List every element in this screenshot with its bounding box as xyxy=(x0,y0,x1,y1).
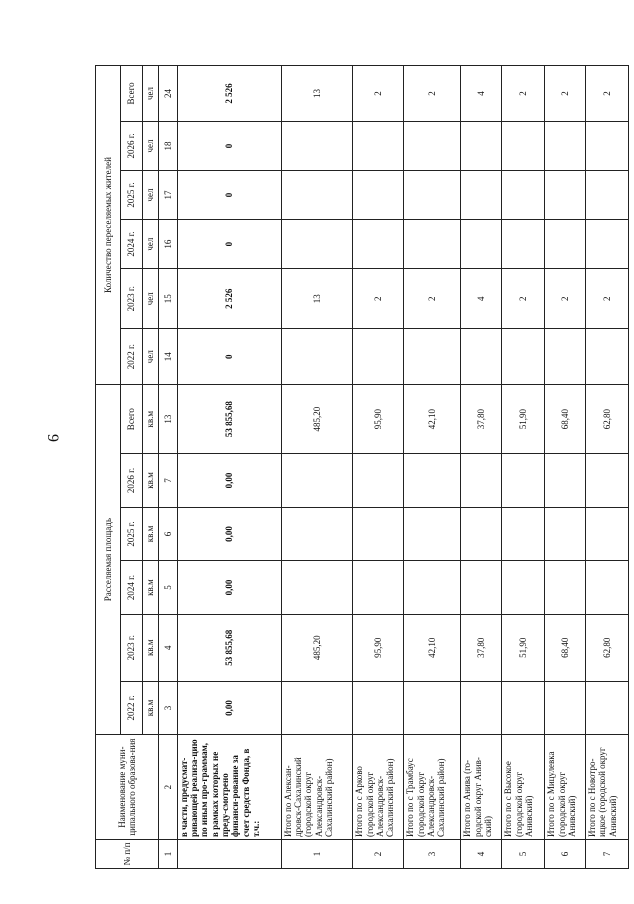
cell-area xyxy=(502,561,545,615)
row-name: Итого по с Новотро-ицкое (городской округ Анивский) xyxy=(586,735,629,840)
cell-people-total: 2 526 xyxy=(177,66,281,122)
cell-people-total: 2 xyxy=(404,66,461,122)
row-num: 6 xyxy=(545,840,586,869)
cell-people: 2 xyxy=(502,269,545,329)
cell-people-total: 2 xyxy=(353,66,404,122)
header-year: 2023 г. xyxy=(120,269,142,329)
cell-area xyxy=(281,507,352,561)
cell-area xyxy=(586,454,629,508)
header-year: 2023 г. xyxy=(120,614,142,681)
cell-area-total: 51,90 xyxy=(502,385,545,454)
row-num xyxy=(177,840,281,869)
row-num: 5 xyxy=(502,840,545,869)
cell-area xyxy=(461,454,502,508)
cell-people xyxy=(461,121,502,170)
header-num: № п/п xyxy=(96,840,159,869)
col-number: 14 xyxy=(159,329,177,385)
cell-area xyxy=(545,454,586,508)
cell-area xyxy=(404,681,461,735)
header-year: 2025 г. xyxy=(120,170,142,219)
cell-people xyxy=(502,170,545,219)
col-number: 18 xyxy=(159,121,177,170)
cell-area: 95,90 xyxy=(353,614,404,681)
header-year: 2026 г. xyxy=(120,121,142,170)
cell-people xyxy=(461,220,502,269)
cell-area xyxy=(404,507,461,561)
cell-area-total: 42,10 xyxy=(404,385,461,454)
table-row xyxy=(461,66,502,869)
cell-area: 42,10 xyxy=(404,614,461,681)
cell-people: 2 xyxy=(404,269,461,329)
header-year: 2022 г. xyxy=(120,329,142,385)
header-year: 2024 г. xyxy=(120,220,142,269)
cell-people xyxy=(502,121,545,170)
cell-people: 0 xyxy=(177,220,281,269)
row-name: Итого по с Трамбаус (городской округ Александровск-Сахалинский район) xyxy=(404,735,461,840)
cell-people: 0 xyxy=(177,329,281,385)
cell-area: 0,00 xyxy=(177,507,281,561)
cell-area-total: 62,80 xyxy=(586,385,629,454)
table-row xyxy=(281,66,352,869)
cell-people xyxy=(281,121,352,170)
cell-area xyxy=(586,561,629,615)
cell-people-total: 2 xyxy=(586,66,629,122)
cell-people-total: 2 xyxy=(502,66,545,122)
cell-area xyxy=(281,561,352,615)
row-num: 4 xyxy=(461,840,502,869)
cell-people xyxy=(586,170,629,219)
cell-people xyxy=(404,220,461,269)
cell-area: 51,90 xyxy=(502,614,545,681)
col-number: 13 xyxy=(159,385,177,454)
table-row xyxy=(545,66,586,869)
page-number: 9 xyxy=(44,434,61,442)
col-number: 2 xyxy=(159,735,177,840)
cell-people xyxy=(353,329,404,385)
table-row xyxy=(404,66,461,869)
cell-people xyxy=(281,220,352,269)
cell-area xyxy=(461,561,502,615)
table-row xyxy=(177,66,281,869)
unit-people: чел xyxy=(142,170,158,219)
cell-area xyxy=(353,454,404,508)
unit-area: кв.м xyxy=(142,681,158,735)
cell-people: 2 xyxy=(545,269,586,329)
cell-area xyxy=(502,454,545,508)
col-number: 7 xyxy=(159,454,177,508)
cell-area xyxy=(461,681,502,735)
row-name: Итого по с Арково (городской округ Александровск-Сахалинский район) xyxy=(353,735,404,840)
header-year: 2025 г. xyxy=(120,507,142,561)
col-number: 1 xyxy=(159,840,177,869)
cell-people xyxy=(281,329,352,385)
cell-area xyxy=(404,561,461,615)
cell-area: 37,80 xyxy=(461,614,502,681)
cell-area xyxy=(586,507,629,561)
cell-area-total: 68,40 xyxy=(545,385,586,454)
unit-area: кв.м xyxy=(142,507,158,561)
cell-area-total: 37,80 xyxy=(461,385,502,454)
cell-area xyxy=(353,561,404,615)
unit-people: чел xyxy=(142,269,158,329)
cell-people-total: 2 xyxy=(545,66,586,122)
row-name: Итого по Алексан-дровск-Сахалинский (городской округ Александровск-Сахалинский район) xyxy=(281,735,352,840)
table-row xyxy=(586,66,629,869)
cell-area: 0,00 xyxy=(177,454,281,508)
cell-people: 13 xyxy=(281,269,352,329)
header-year: 2026 г. xyxy=(120,454,142,508)
row-name: Итого по Анива (го-родской округ Анив-ский) xyxy=(461,735,502,840)
rotated-table-container xyxy=(95,65,629,869)
table-row xyxy=(502,66,545,869)
cell-area: 68,40 xyxy=(545,614,586,681)
row-name: Итого по с Высокое (городской округ Анивский) xyxy=(502,735,545,840)
cell-people xyxy=(502,329,545,385)
header-year: 2024 г. xyxy=(120,561,142,615)
cell-people: 4 xyxy=(461,269,502,329)
unit-area: кв.м xyxy=(142,561,158,615)
unit-area: кв.м xyxy=(142,454,158,508)
cell-area xyxy=(353,681,404,735)
cell-people xyxy=(281,170,352,219)
cell-people xyxy=(502,220,545,269)
cell-people xyxy=(545,329,586,385)
cell-area: 485,20 xyxy=(281,614,352,681)
cell-area: 0,00 xyxy=(177,561,281,615)
cell-area xyxy=(586,681,629,735)
cell-people xyxy=(404,329,461,385)
row-name: Итого по с Мицулевка (городской округ Анивский) xyxy=(545,735,586,840)
cell-people xyxy=(353,121,404,170)
header-area-group: Расселяемая площадь xyxy=(96,385,121,735)
unit-area: кв.м xyxy=(142,385,158,454)
unit-people: чел xyxy=(142,66,158,122)
col-number: 15 xyxy=(159,269,177,329)
cell-people: 2 526 xyxy=(177,269,281,329)
header-residents-group: Количество переселяемых жителей xyxy=(96,66,121,385)
cell-people xyxy=(404,170,461,219)
col-number: 17 xyxy=(159,170,177,219)
header-name: Наименование муни-ципального образова-ния xyxy=(96,735,159,840)
cell-people xyxy=(586,121,629,170)
cell-area-total: 95,90 xyxy=(353,385,404,454)
col-number: 4 xyxy=(159,614,177,681)
header-total: Всего xyxy=(120,385,142,454)
cell-people xyxy=(545,220,586,269)
unit-area: кв.м xyxy=(142,614,158,681)
cell-people xyxy=(353,220,404,269)
cell-area xyxy=(281,681,352,735)
cell-people: 2 xyxy=(353,269,404,329)
cell-people xyxy=(353,170,404,219)
row-num: 2 xyxy=(353,840,404,869)
unit-people: чел xyxy=(142,329,158,385)
row-num: 7 xyxy=(586,840,629,869)
header-total: Всего xyxy=(120,66,142,122)
col-number: 5 xyxy=(159,561,177,615)
cell-area-total: 485,20 xyxy=(281,385,352,454)
table-row xyxy=(353,66,404,869)
cell-area xyxy=(502,681,545,735)
cell-people: 2 xyxy=(586,269,629,329)
cell-people xyxy=(545,170,586,219)
row-num: 3 xyxy=(404,840,461,869)
header-year: 2022 г. xyxy=(120,681,142,735)
unit-people: чел xyxy=(142,121,158,170)
cell-people xyxy=(461,329,502,385)
cell-people xyxy=(545,121,586,170)
row-num: 1 xyxy=(281,840,352,869)
resettlement-table xyxy=(95,65,629,869)
cell-area xyxy=(502,507,545,561)
cell-people xyxy=(461,170,502,219)
col-number: 24 xyxy=(159,66,177,122)
cell-area xyxy=(461,507,502,561)
cell-area: 62,80 xyxy=(586,614,629,681)
cell-area xyxy=(281,454,352,508)
cell-people xyxy=(586,220,629,269)
col-number: 16 xyxy=(159,220,177,269)
cell-area xyxy=(545,681,586,735)
cell-area: 53 855,68 xyxy=(177,614,281,681)
row-name: в части, предусмат-ривающей реализа-цию по иным про-граммам, в рамках которых не преду-смотрено финанси-рование за счет средств Фонда, в т.ч.: xyxy=(177,735,281,840)
col-number: 6 xyxy=(159,507,177,561)
cell-area: 0,00 xyxy=(177,681,281,735)
cell-area xyxy=(545,561,586,615)
cell-people-total: 4 xyxy=(461,66,502,122)
cell-people-total: 13 xyxy=(281,66,352,122)
cell-area xyxy=(353,507,404,561)
cell-area xyxy=(545,507,586,561)
cell-people xyxy=(586,329,629,385)
cell-area-total: 53 855,68 xyxy=(177,385,281,454)
unit-people: чел xyxy=(142,220,158,269)
cell-people xyxy=(404,121,461,170)
col-number: 3 xyxy=(159,681,177,735)
cell-people: 0 xyxy=(177,170,281,219)
cell-people: 0 xyxy=(177,121,281,170)
cell-area xyxy=(404,454,461,508)
